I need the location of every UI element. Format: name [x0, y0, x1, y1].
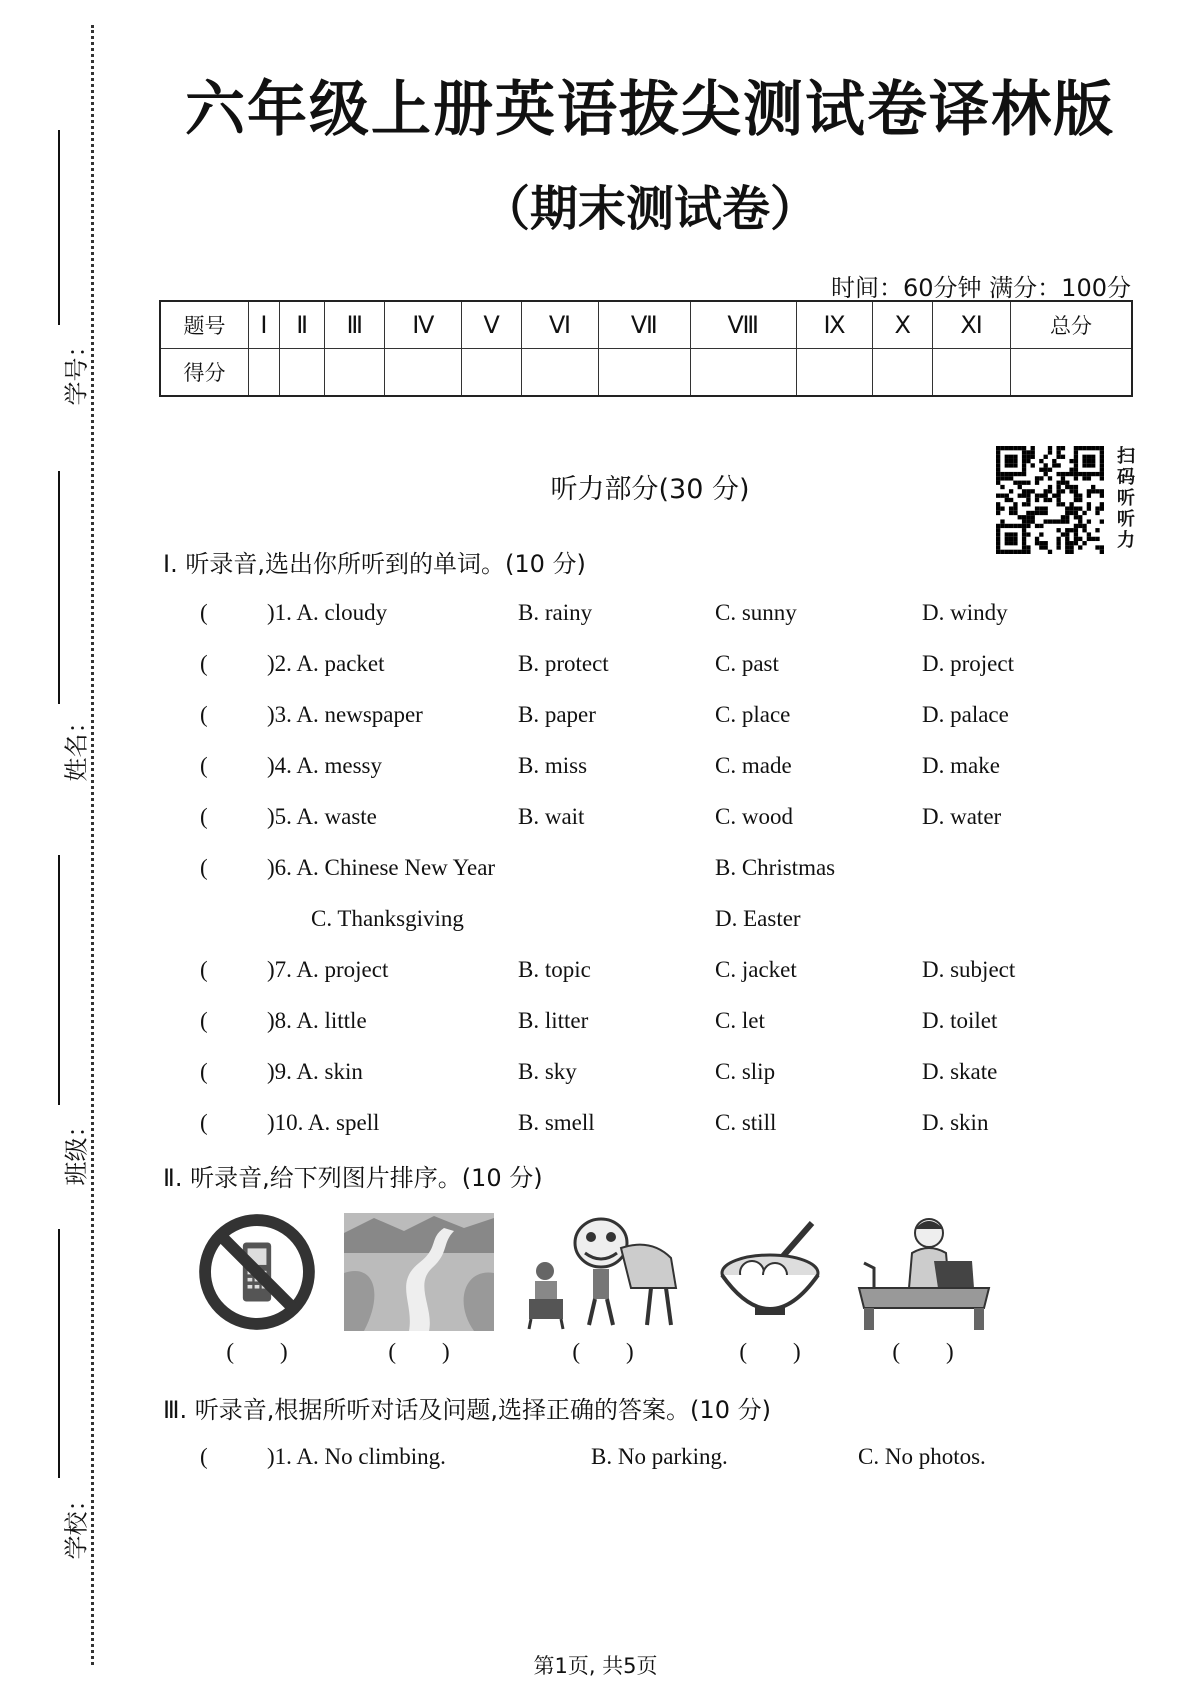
- picture-order-blank-2[interactable]: ( ): [388, 1339, 450, 1364]
- picture-order-blank-3[interactable]: ( ): [572, 1339, 634, 1364]
- question-row: [0, 957, 1191, 987]
- no-phone-sign-picture: [198, 1213, 316, 1331]
- question-option-c: C. slip: [715, 1059, 776, 1084]
- score-cell-4[interactable]: [385, 349, 462, 397]
- question-column-5: Ⅴ: [462, 301, 522, 349]
- river-landscape-picture: [344, 1213, 494, 1331]
- question-option-a: )1. A. No climbing.: [267, 1444, 446, 1469]
- score-cell-8[interactable]: [690, 349, 796, 397]
- answer-blank-open[interactable]: (: [200, 1110, 208, 1135]
- question-option-a: )4. A. messy: [267, 753, 382, 778]
- score-cell-10[interactable]: [873, 349, 933, 397]
- question-row: [0, 1008, 1191, 1038]
- question-column-1: Ⅰ: [249, 301, 280, 349]
- answer-blank-open[interactable]: (: [200, 600, 208, 625]
- question-option-b: B. sky: [518, 1059, 577, 1084]
- question-option-b: B. protect: [518, 651, 609, 676]
- page-footer: 第1页, 共5页: [533, 1654, 658, 1678]
- score-cell-5[interactable]: [462, 349, 522, 397]
- boy-at-computer-picture: [854, 1213, 993, 1331]
- question-row: [0, 855, 1191, 885]
- answer-blank-open[interactable]: (: [200, 651, 208, 676]
- question-column-11: Ⅺ: [933, 301, 1011, 349]
- question-option-b: B. paper: [518, 702, 596, 727]
- time-info: 时间：60分钟 满分：100分: [831, 274, 1131, 302]
- section-2-title: Ⅱ. 听录音,给下列图片排序。(10 分): [163, 1164, 543, 1192]
- picture-order-blank-1[interactable]: ( ): [226, 1339, 288, 1364]
- school-label: 学校：: [62, 1487, 91, 1560]
- student-id-label: 学号：: [62, 333, 91, 406]
- answer-blank-open[interactable]: (: [200, 957, 208, 982]
- question-option-b: B. topic: [518, 957, 591, 982]
- school-line: [58, 1229, 60, 1478]
- picture-order-blank-5[interactable]: ( ): [892, 1339, 954, 1364]
- score-cell-2[interactable]: [279, 349, 324, 397]
- total-score-cell[interactable]: [1011, 349, 1133, 397]
- lion-dance-picture: [521, 1213, 686, 1331]
- question-option-d: D. water: [922, 804, 1002, 829]
- score-table-header-row: [160, 301, 1132, 349]
- question-column-7: Ⅶ: [598, 301, 690, 349]
- question-option-d: D. skin: [922, 1110, 989, 1135]
- question-row: [0, 906, 1191, 936]
- question-option-a: )10. A. spell: [267, 1110, 380, 1135]
- question-option-b: B. miss: [518, 753, 588, 778]
- question-option-c: C. sunny: [715, 600, 797, 625]
- question-option-a: )6. A. Chinese New Year: [267, 855, 496, 880]
- question-option-d: D. windy: [922, 600, 1008, 625]
- question-column-3: Ⅲ: [325, 301, 385, 349]
- picture-order-blank-4[interactable]: ( ): [739, 1339, 801, 1364]
- question-row: [0, 702, 1191, 732]
- question-option-c: C. past: [715, 651, 779, 676]
- question-option-c: C. wood: [715, 804, 793, 829]
- question-row: [0, 1444, 1191, 1474]
- question-option-c: C. jacket: [715, 957, 797, 982]
- listening-section-title: 听力部分(30 分): [550, 474, 750, 505]
- question-option-c: D. Easter: [715, 906, 801, 931]
- answer-blank-open[interactable]: (: [200, 855, 208, 880]
- answer-blank-open[interactable]: (: [200, 1059, 208, 1084]
- score-cell-7[interactable]: [598, 349, 690, 397]
- question-row: [0, 651, 1191, 681]
- score-table: [159, 300, 1133, 397]
- question-option-c: C. let: [715, 1008, 765, 1033]
- question-option-c: C. No photos.: [858, 1444, 986, 1469]
- score-cell-9[interactable]: [796, 349, 873, 397]
- question-option-d: D. subject: [922, 957, 1016, 982]
- score-cell-11[interactable]: [933, 349, 1011, 397]
- question-option-a: )2. A. packet: [267, 651, 385, 676]
- score-label: 得分: [160, 349, 249, 397]
- answer-blank-open[interactable]: (: [200, 804, 208, 829]
- question-option-a: )5. A. waste: [267, 804, 377, 829]
- question-column-4: Ⅳ: [385, 301, 462, 349]
- score-cell-1[interactable]: [249, 349, 280, 397]
- question-option-a: )9. A. skin: [267, 1059, 363, 1084]
- question-option-a: )8. A. little: [267, 1008, 367, 1033]
- name-label: 姓名：: [62, 709, 91, 782]
- qr-code-icon[interactable]: [996, 446, 1104, 554]
- question-option-c: C. still: [715, 1110, 777, 1135]
- answer-blank-open[interactable]: (: [200, 1444, 208, 1469]
- page-subtitle: （期末测试卷）: [481, 181, 818, 237]
- question-option-c: B. Christmas: [715, 855, 836, 880]
- page-title: 六年级上册英语拔尖测试卷译林版: [185, 75, 1115, 145]
- section-1-title: Ⅰ. 听录音,选出你所听到的单词。(10 分): [163, 550, 586, 578]
- class-label: 班级：: [62, 1113, 91, 1186]
- qr-caption: 扫码听听力: [1117, 446, 1135, 551]
- question-option-a: )1. A. cloudy: [267, 600, 388, 625]
- score-cell-6[interactable]: [521, 349, 598, 397]
- question-option-b: B. No parking.: [591, 1444, 728, 1469]
- question-option-a: )7. A. project: [267, 957, 389, 982]
- answer-blank-open[interactable]: (: [200, 753, 208, 778]
- score-cell-3[interactable]: [325, 349, 385, 397]
- question-column-8: Ⅷ: [690, 301, 796, 349]
- total-label: 总分: [1011, 301, 1133, 349]
- question-option-b: B. litter: [518, 1008, 589, 1033]
- binding-dashed-line: [91, 25, 94, 1665]
- question-column-10: Ⅹ: [873, 301, 933, 349]
- question-column-2: Ⅱ: [279, 301, 324, 349]
- question-option-c: C. Thanksgiving: [311, 906, 464, 931]
- question-row: [0, 1059, 1191, 1089]
- question-option-c: C. made: [715, 753, 792, 778]
- question-option-a: )3. A. newspaper: [267, 702, 423, 727]
- question-option-d: D. project: [922, 651, 1014, 676]
- question-option-b: B. smell: [518, 1110, 595, 1135]
- question-row: [0, 1110, 1191, 1140]
- section-3-title: Ⅲ. 听录音,根据所听对话及问题,选择正确的答案。(10 分): [163, 1396, 771, 1424]
- answer-blank-open[interactable]: (: [200, 1008, 208, 1033]
- question-option-d: D. toilet: [922, 1008, 998, 1033]
- question-number-label: 题号: [160, 301, 249, 349]
- question-row: [0, 753, 1191, 783]
- score-table-score-row: [160, 349, 1132, 397]
- question-option-b: B. rainy: [518, 600, 593, 625]
- question-row: [0, 804, 1191, 834]
- question-column-9: Ⅸ: [796, 301, 873, 349]
- question-option-d: D. skate: [922, 1059, 998, 1084]
- question-row: [0, 600, 1191, 630]
- bowl-of-tangyuan-picture: [717, 1213, 823, 1331]
- question-column-6: Ⅵ: [521, 301, 598, 349]
- question-option-d: D. palace: [922, 702, 1009, 727]
- answer-blank-open[interactable]: (: [200, 702, 208, 727]
- question-option-b: B. wait: [518, 804, 585, 829]
- question-option-c: C. place: [715, 702, 791, 727]
- question-option-d: D. make: [922, 753, 1000, 778]
